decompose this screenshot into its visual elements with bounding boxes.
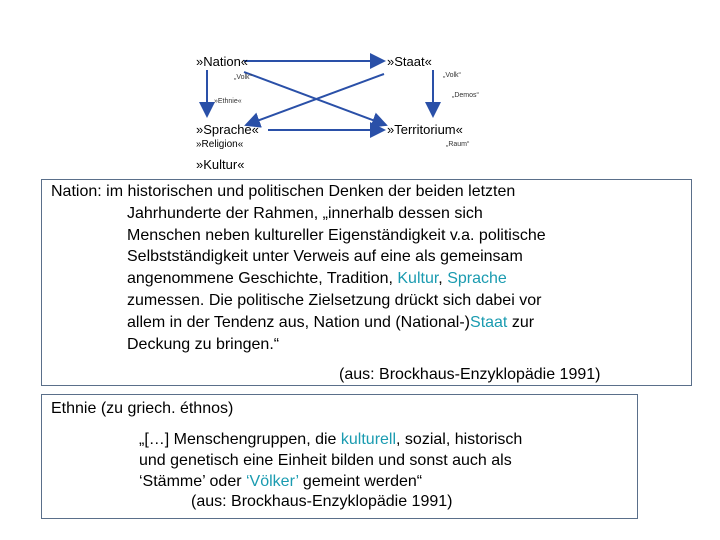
nation-line-7: allem in der Tendenz aus, Nation und (National-)Staat zur bbox=[127, 314, 535, 331]
label-religion: »Religion« bbox=[196, 139, 244, 150]
label-nation: »Nation« bbox=[196, 54, 249, 69]
label-territorium: »Territorium« bbox=[387, 122, 463, 137]
highlight-voelker: ‘Völker’ bbox=[246, 473, 299, 490]
nation-line-4: Selbstständigkeit unter Verweis auf eine als gemeinsam bbox=[127, 248, 523, 265]
nation-line-6: zumessen. Die politische Zielsetzung drückt sich dabei vor bbox=[127, 292, 542, 309]
ethnie-line-2: „[…] Menschengruppen, die kulturell, sozial, historisch bbox=[139, 431, 523, 448]
label-kultur: »Kultur« bbox=[196, 157, 245, 172]
highlight-kultur: Kultur bbox=[397, 270, 439, 287]
nation-line-2: Jahrhunderte der Rahmen, „innerhalb dessen sich bbox=[127, 205, 483, 222]
nation-term: Nation bbox=[51, 183, 98, 200]
nation-line-5: angenommene Geschichte, Tradition, Kultur, Sprache bbox=[127, 270, 507, 287]
nation-line-3: Menschen neben kultureller Eigenständigkeit v.a. politische bbox=[127, 227, 546, 244]
label-staat: »Staat« bbox=[387, 54, 432, 69]
diagram-arrows bbox=[0, 0, 720, 180]
highlight-kulturell: kulturell bbox=[340, 431, 397, 448]
highlight-staat: Staat bbox=[470, 314, 508, 331]
ethnie-line-3: und genetisch eine Einheit bilden und sonst auch als bbox=[139, 452, 512, 469]
nation-source: (aus: Brockhaus-Enzyklopädie 1991) bbox=[339, 366, 601, 383]
ethnie-line-4: ‘Stämme’ oder ‘Völker’ gemeint werden“ bbox=[139, 473, 423, 490]
ethnie-line-1: Ethnie (zu griech. éthnos) bbox=[51, 400, 234, 417]
nation-line-1: Nation: im historischen und politischen Denken der beiden letzten bbox=[51, 183, 516, 200]
highlight-sprache: Sprache bbox=[447, 270, 507, 287]
label-volk-staat: „Volk“ bbox=[443, 72, 461, 79]
ethnie-definition-box bbox=[41, 394, 638, 519]
label-volk: „Volk“ bbox=[234, 74, 252, 81]
label-sprache: »Sprache« bbox=[196, 122, 259, 137]
nation-line-8: Deckung zu bringen.“ bbox=[127, 336, 280, 353]
label-demos: „Demos“ bbox=[452, 92, 479, 99]
ethnie-source: (aus: Brockhaus-Enzyklopädie 1991) bbox=[191, 493, 453, 510]
ethnie-term: Ethnie bbox=[51, 400, 97, 417]
label-ethnie: »Ethnie« bbox=[214, 98, 242, 105]
nation-definition-box bbox=[41, 179, 692, 386]
label-raum: „Raum“ bbox=[446, 141, 470, 148]
